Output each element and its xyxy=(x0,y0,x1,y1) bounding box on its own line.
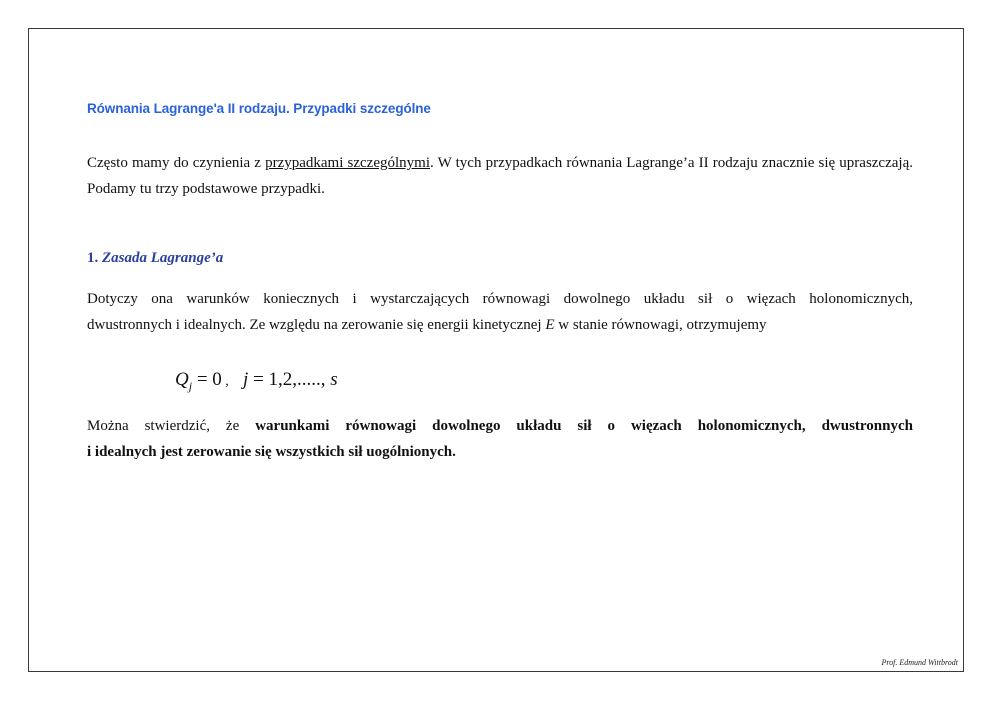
intro-text-start: Często mamy do czynienia z xyxy=(87,155,266,171)
intro-paragraph xyxy=(87,150,913,202)
conclusion-lead: Można stwierdzić, że xyxy=(87,418,256,434)
footer-author: Prof. Edmund Wittbrodt xyxy=(881,658,958,667)
line2-text: dwustronnych i idealnych. Ze względu na zerowanie się energii kinetycznej xyxy=(87,317,546,333)
section-paragraph-line1: Dotyczy ona warunków koniecznych i wystarczających równowagi dowolnego układu sił o więzach holonomicznych, xyxy=(87,291,913,307)
formula-sub-j: j xyxy=(188,379,193,393)
formula-s: s xyxy=(330,369,338,390)
document-page xyxy=(28,28,964,672)
conclusion-bold-2: i idealnych jest zerowanie się wszystkich sił uogólnionych. xyxy=(87,444,456,460)
special-cases-link[interactable]: przypadkami szczególnymi xyxy=(265,155,430,171)
section-title: Zasada Lagrange’a xyxy=(102,250,224,266)
formula-subscript xyxy=(189,379,192,393)
formula-comma: , xyxy=(221,374,229,389)
section-paragraph xyxy=(87,286,913,338)
conclusion-line1 xyxy=(87,413,913,439)
formula-range: = 1,2,....., xyxy=(248,369,331,390)
formula-j: j xyxy=(243,369,249,390)
intro-text-end: . W tych przypadkach równania Lagrange’a II rodzaju znacznie się upraszczają. Podamy tu trzy podstawowe przypadki. xyxy=(87,155,913,197)
conclusion-bold-1: warunkami równowagi dowolnego układu sił o więzach holonomicznych, dwustronnych xyxy=(255,418,913,434)
page-title: Równania Lagrange'a II rodzaju. Przypadki szczególne xyxy=(87,101,431,116)
formula-q: Q xyxy=(175,369,189,390)
formula-eq: = 0 xyxy=(192,369,222,390)
section-paragraph-line2 xyxy=(87,317,767,333)
energy-variable: E xyxy=(545,317,555,333)
section-number: 1. xyxy=(87,250,99,266)
equilibrium-formula xyxy=(175,369,338,391)
section-heading xyxy=(87,250,223,267)
conclusion-paragraph xyxy=(87,413,913,465)
line2-text-end: w stanie równowagi, otrzymujemy xyxy=(554,317,767,333)
